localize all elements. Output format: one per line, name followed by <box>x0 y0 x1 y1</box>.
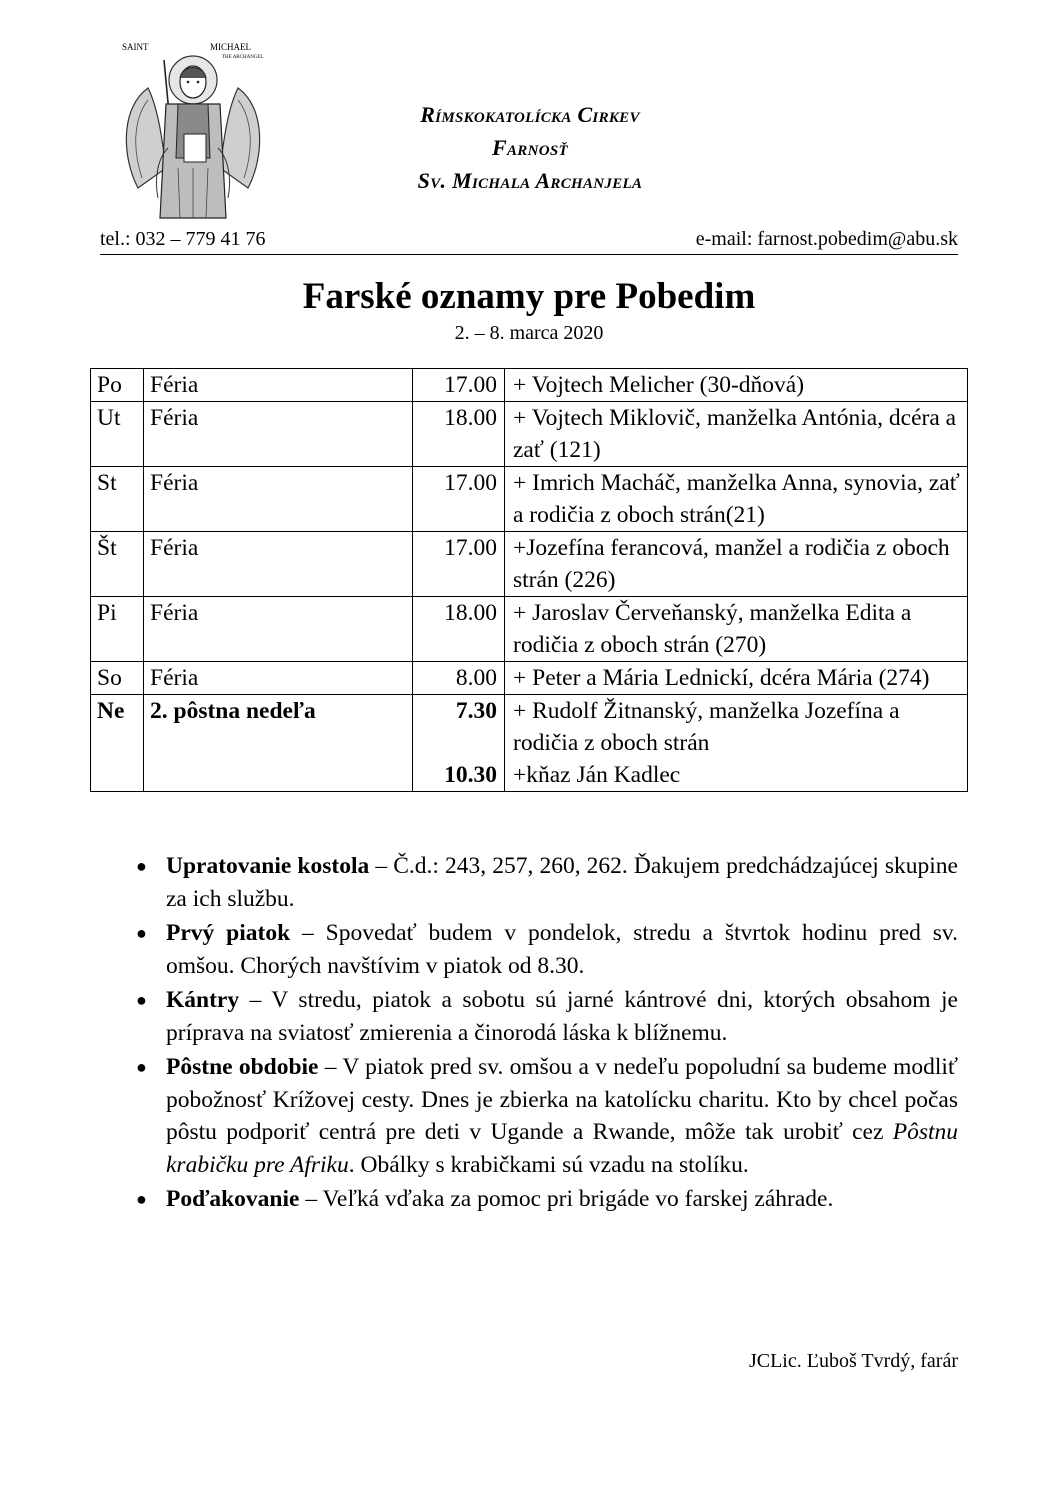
schedule-time-cell <box>413 402 505 467</box>
schedule-row <box>91 662 968 695</box>
schedule-day: Št <box>91 532 144 597</box>
announcement-text: – Č.d.: 243, 257, 260, 262. Ďakujem predchádzajúcej skupine za ich službu. <box>166 853 958 912</box>
page-title: Farské oznamy pre Pobedim <box>302 276 756 317</box>
announcement-heading: Kántry <box>166 987 240 1013</box>
schedule-row <box>91 532 968 597</box>
schedule-feast: Féria <box>144 597 413 662</box>
schedule-intention: + Vojtech Miklovič, manželka Antónia, dcéra a zať (121) <box>513 405 957 463</box>
announcement-heading: Upratovanie kostola <box>166 853 370 879</box>
bullet-icon: ● <box>136 923 147 943</box>
logo-caption-left: SAINT <box>122 42 149 52</box>
announcement-item <box>130 917 958 982</box>
schedule-feast: Féria <box>144 369 413 402</box>
schedule-time <box>419 759 497 791</box>
schedule-intention: + Vojtech Melicher (30-dňová) <box>513 372 805 398</box>
bullet-icon: ● <box>136 856 147 876</box>
announcement-italic: Pôstnu krabičku pre Afriku <box>166 1119 958 1178</box>
announcement-item <box>130 850 958 915</box>
announcement-heading: Poďakovanie <box>166 1186 300 1212</box>
announcement-text: – Veľká vďaka za pomoc pri brigáde vo farskej záhrade. <box>299 1186 834 1212</box>
schedule-intention: + Rudolf Žitnanský, manželka Jozefína a rodičia z oboch strán <box>513 698 900 756</box>
schedule-day: Pi <box>91 597 144 662</box>
schedule-feast: Féria <box>144 532 413 597</box>
email-address: e-mail: farnost.pobedim@abu.sk <box>695 228 958 250</box>
schedule-intention: +Jozefína ferancová, manžel a rodičia z oboch strán (226) <box>513 535 950 593</box>
phone-number: tel.: 032 – 779 41 76 <box>100 228 266 250</box>
announcement-heading: Pôstne obdobie <box>166 1054 319 1080</box>
org-line-patron: Sv. Michala Archanjela <box>417 168 643 193</box>
schedule-feast: Féria <box>144 467 413 532</box>
schedule-time: 18.00 <box>444 405 497 431</box>
schedule-time-text: 10.30 <box>444 762 497 788</box>
schedule-time: 18.00 <box>444 600 497 626</box>
announcement-item <box>130 1183 958 1216</box>
mass-schedule-table <box>90 368 968 792</box>
schedule-time-cell <box>413 597 505 662</box>
schedule-intention-cell <box>505 662 968 695</box>
schedule-day: Ne <box>91 695 144 792</box>
schedule-time-cell <box>413 695 505 792</box>
schedule-row <box>91 369 968 402</box>
bullet-icon: ● <box>136 990 147 1010</box>
org-line-church: Rímskokatolícka Cirkev <box>420 102 640 127</box>
schedule-intention-cell <box>505 467 968 532</box>
schedule-row <box>91 402 968 467</box>
schedule-day: Po <box>91 369 144 402</box>
schedule-time-text: 7.30 <box>455 698 497 724</box>
schedule-time: 17.00 <box>444 470 497 496</box>
date-range: 2. – 8. marca 2020 <box>454 322 604 344</box>
schedule-time-cell <box>413 532 505 597</box>
signature: JCLic. Ľuboš Tvrdý, farár <box>748 1350 958 1372</box>
parish-logo <box>118 38 268 224</box>
contact-line <box>100 228 958 255</box>
schedule-time-cell <box>413 369 505 402</box>
schedule-feast: 2. pôstna nedeľa <box>144 695 413 792</box>
schedule-day: So <box>91 662 144 695</box>
archangel-icon <box>118 38 268 224</box>
schedule-day: St <box>91 467 144 532</box>
schedule-time: 8.00 <box>455 665 497 691</box>
announcement-text: – V piatok pred sv. omšou a v nedeľu popoludní sa budeme modliť pobožnosť Krížovej cesty. Dnes je zbierka na katolícku charitu. Kto by chcel počas pôstu podporiť centrá pre deti v Ugande a Rwande, môže tak urobiť cez <box>166 1054 958 1145</box>
schedule-intention-cell <box>505 369 968 402</box>
announcements-list <box>130 850 958 1218</box>
schedule-intention: + Peter a Mária Lednickí, dcéra Mária (274) <box>513 665 930 691</box>
schedule-row <box>91 695 968 792</box>
schedule-feast: Féria <box>144 402 413 467</box>
schedule-intention-cell <box>505 532 968 597</box>
announcement-heading: Prvý piatok <box>166 920 291 946</box>
announcement-item <box>130 984 958 1049</box>
schedule-feast: Féria <box>144 662 413 695</box>
schedule-intention-cell <box>505 597 968 662</box>
schedule-time <box>419 695 497 727</box>
schedule-day: Ut <box>91 402 144 467</box>
schedule-intention-cell <box>505 695 968 792</box>
schedule-time-cell <box>413 467 505 532</box>
announcement-item <box>130 1051 958 1181</box>
schedule-intention: +kňaz Ján Kadlec <box>513 762 681 788</box>
announcement-text: – Spovedať budem v pondelok, stredu a štvrtok hodinu pred sv. omšou. Chorých navštívim v piatok od 8.30. <box>166 920 959 979</box>
schedule-time: 17.00 <box>444 535 497 561</box>
announcement-text: – V stredu, piatok a sobotu sú jarné kántrové dni, ktorých obsahom je príprava na sviatosť zmierenia a činorodá láska k blížnemu. <box>166 987 958 1046</box>
announcement-text-after: . Obálky s krabičkami sú vzadu na stolíku. <box>348 1151 749 1178</box>
schedule-row <box>91 597 968 662</box>
schedule-time: 17.00 <box>444 372 497 398</box>
schedule-time-cell <box>413 662 505 695</box>
schedule-row <box>91 467 968 532</box>
logo-caption-small: THE ARCHANGEL <box>222 55 264 60</box>
schedule-intention: + Jaroslav Červeňanský, manželka Edita a rodičia z oboch strán (270) <box>513 600 912 658</box>
bullet-icon: ● <box>136 1189 147 1209</box>
schedule-intention: + Imrich Macháč, manželka Anna, synovia, zať a rodičia z oboch strán(21) <box>513 470 960 528</box>
org-line-parish: Farnosť <box>492 135 568 160</box>
bullet-icon: ● <box>136 1057 147 1077</box>
schedule-intention-cell <box>505 402 968 467</box>
logo-caption-right: MICHAEL <box>210 42 251 52</box>
parish-name <box>300 98 760 197</box>
